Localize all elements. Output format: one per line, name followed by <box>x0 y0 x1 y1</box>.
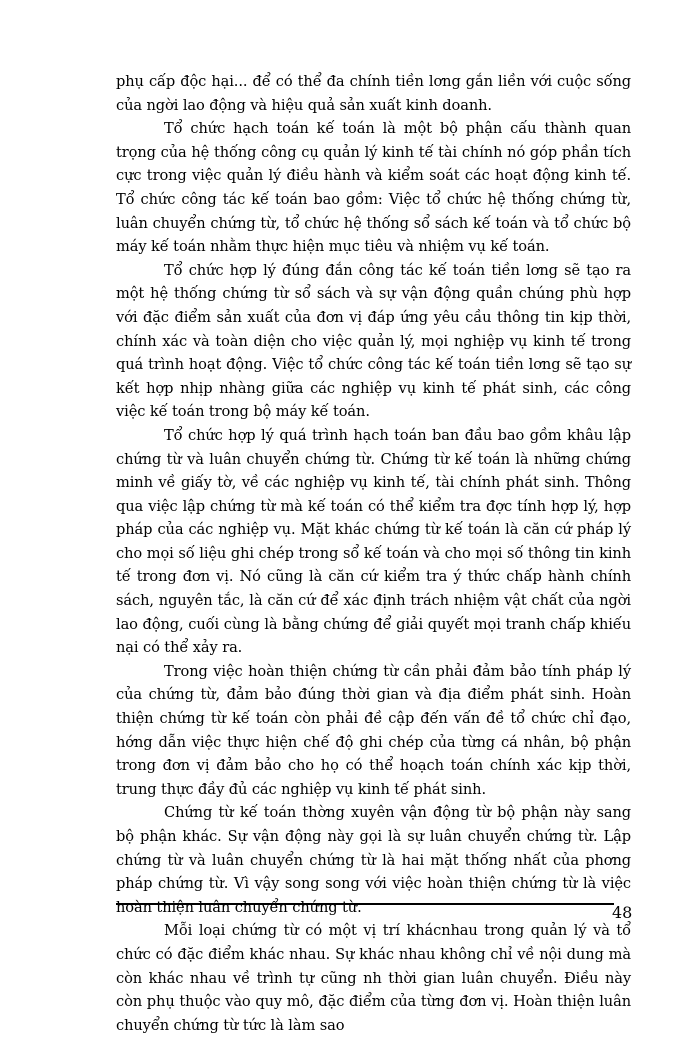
paragraph-1: phụ cấp độc hại... để có thể đa chính tiền lơng gắn liền với cuộc sống của ngời lao động và hiệu quả sản xuất kinh doanh. <box>116 73 631 114</box>
paragraph-6: Chứng từ kế toán thờng xuyên vận động từ bộ phận này sang bộ phận khác. Sự vận động này gọi là sự luân chuyển chứng từ. Lập chứng từ và luân chuyển chứng từ là hai mặt thống nhất của phơng pháp chứng từ. Vì vậy song song với việc hoàn thiện chứng từ là việc hoàn thiện luân chuyển chứng từ. <box>116 804 631 916</box>
paragraph-4: Tổ chức hợp lý quá trình hạch toán ban đầu bao gồm khâu lập chứng từ và luân chuyển chứng từ. Chứng từ kế toán là những chứng minh về giấy tờ, về các nghiệp vụ kinh tế, tài chính phát sinh. Thông qua việc lập chứng từ mà kế toán có thể kiểm tra đợc tính hợp lý, hợp pháp của các nghiệp vụ. Mặt khác chứng từ kế toán là căn cứ pháp lý cho mọi số liệu ghi chép trong sổ kế toán và cho mọi số thông tin kinh tế trong đơn vị. Nó cũng là căn cứ kiểm tra ý thức chấp hành chính sách, nguyên tắc, là căn cứ để xác định trách nhiệm vật chất của ngời lao động, cuối cùng là bằng chứng để giải quyết mọi tranh chấp khiếu nại có thể xảy ra. <box>116 426 631 657</box>
paragraph-3: Tổ chức hợp lý đúng đắn công tác kế toán tiền lơng sẽ tạo ra một hệ thống chứng từ sổ sách và sự vận động quần chúng phù hợp với đặc điểm sản xuất của đơn vị đáp ứng yêu cầu thông tin kịp thời, chính xác và toàn diện cho việc quản lý, mọi nghiệp vụ kinh tế trong quá trình hoạt động. Việc tổ chức công tác kế toán tiền lơng sẽ tạo sự kết hợp nhịp nhàng giữa các nghiệp vụ kinh tế phát sinh, các công việc kế toán trong bộ máy kế toán. <box>116 261 631 421</box>
paragraph-2: Tổ chức hạch toán kế toán là một bộ phận cấu thành quan trọng của hệ thống công cụ quản lý kinh tế tài chính nó góp phần tích cực trong việc quản lý điều hành và kiểm soát các hoạt động kinh tế. Tổ chức công tác kế toán bao gồm: Việc tổ chức hệ thống chứng từ, luân chuyển chứng từ, tổ chức hệ thống sổ sách kế toán và tổ chức bộ máy kế toán nhằm thực hiện mục tiêu và nhiệm vụ kế toán. <box>116 120 631 256</box>
page-number: 48 <box>612 903 633 922</box>
body-text <box>116 70 631 1037</box>
footer-rule <box>116 903 614 905</box>
paragraph-5: Trong việc hoàn thiện chứng từ cần phải đảm bảo tính pháp lý của chứng từ, đảm bảo đúng thời gian và địa điểm phát sinh. Hoàn thiện chứng từ kế toán còn phải đề cập đến vấn đề tổ chức chỉ đạo, hớng dẫn việc thực hiện chế độ ghi chép của từng cá nhân, bộ phận trong đơn vị đảm bảo cho họ có thể hoạch toán chính xác kịp thời, trung thực đầy đủ các nghiệp vụ kinh tế phát sinh. <box>116 662 631 798</box>
paragraph-7: Mỗi loại chứng từ có một vị trí khácnhau trong quản lý và tổ chức có đặc điểm khác nhau. Sự khác nhau không chỉ về nội dung mà còn khác nhau về trình tự cũng nh thời gian luân chuyển. Điều này còn phụ thuộc vào quy mô, đặc điểm của từng đơn vị. Hoàn thiện luân chuyển chứng từ tức là làm sao <box>116 922 631 1034</box>
